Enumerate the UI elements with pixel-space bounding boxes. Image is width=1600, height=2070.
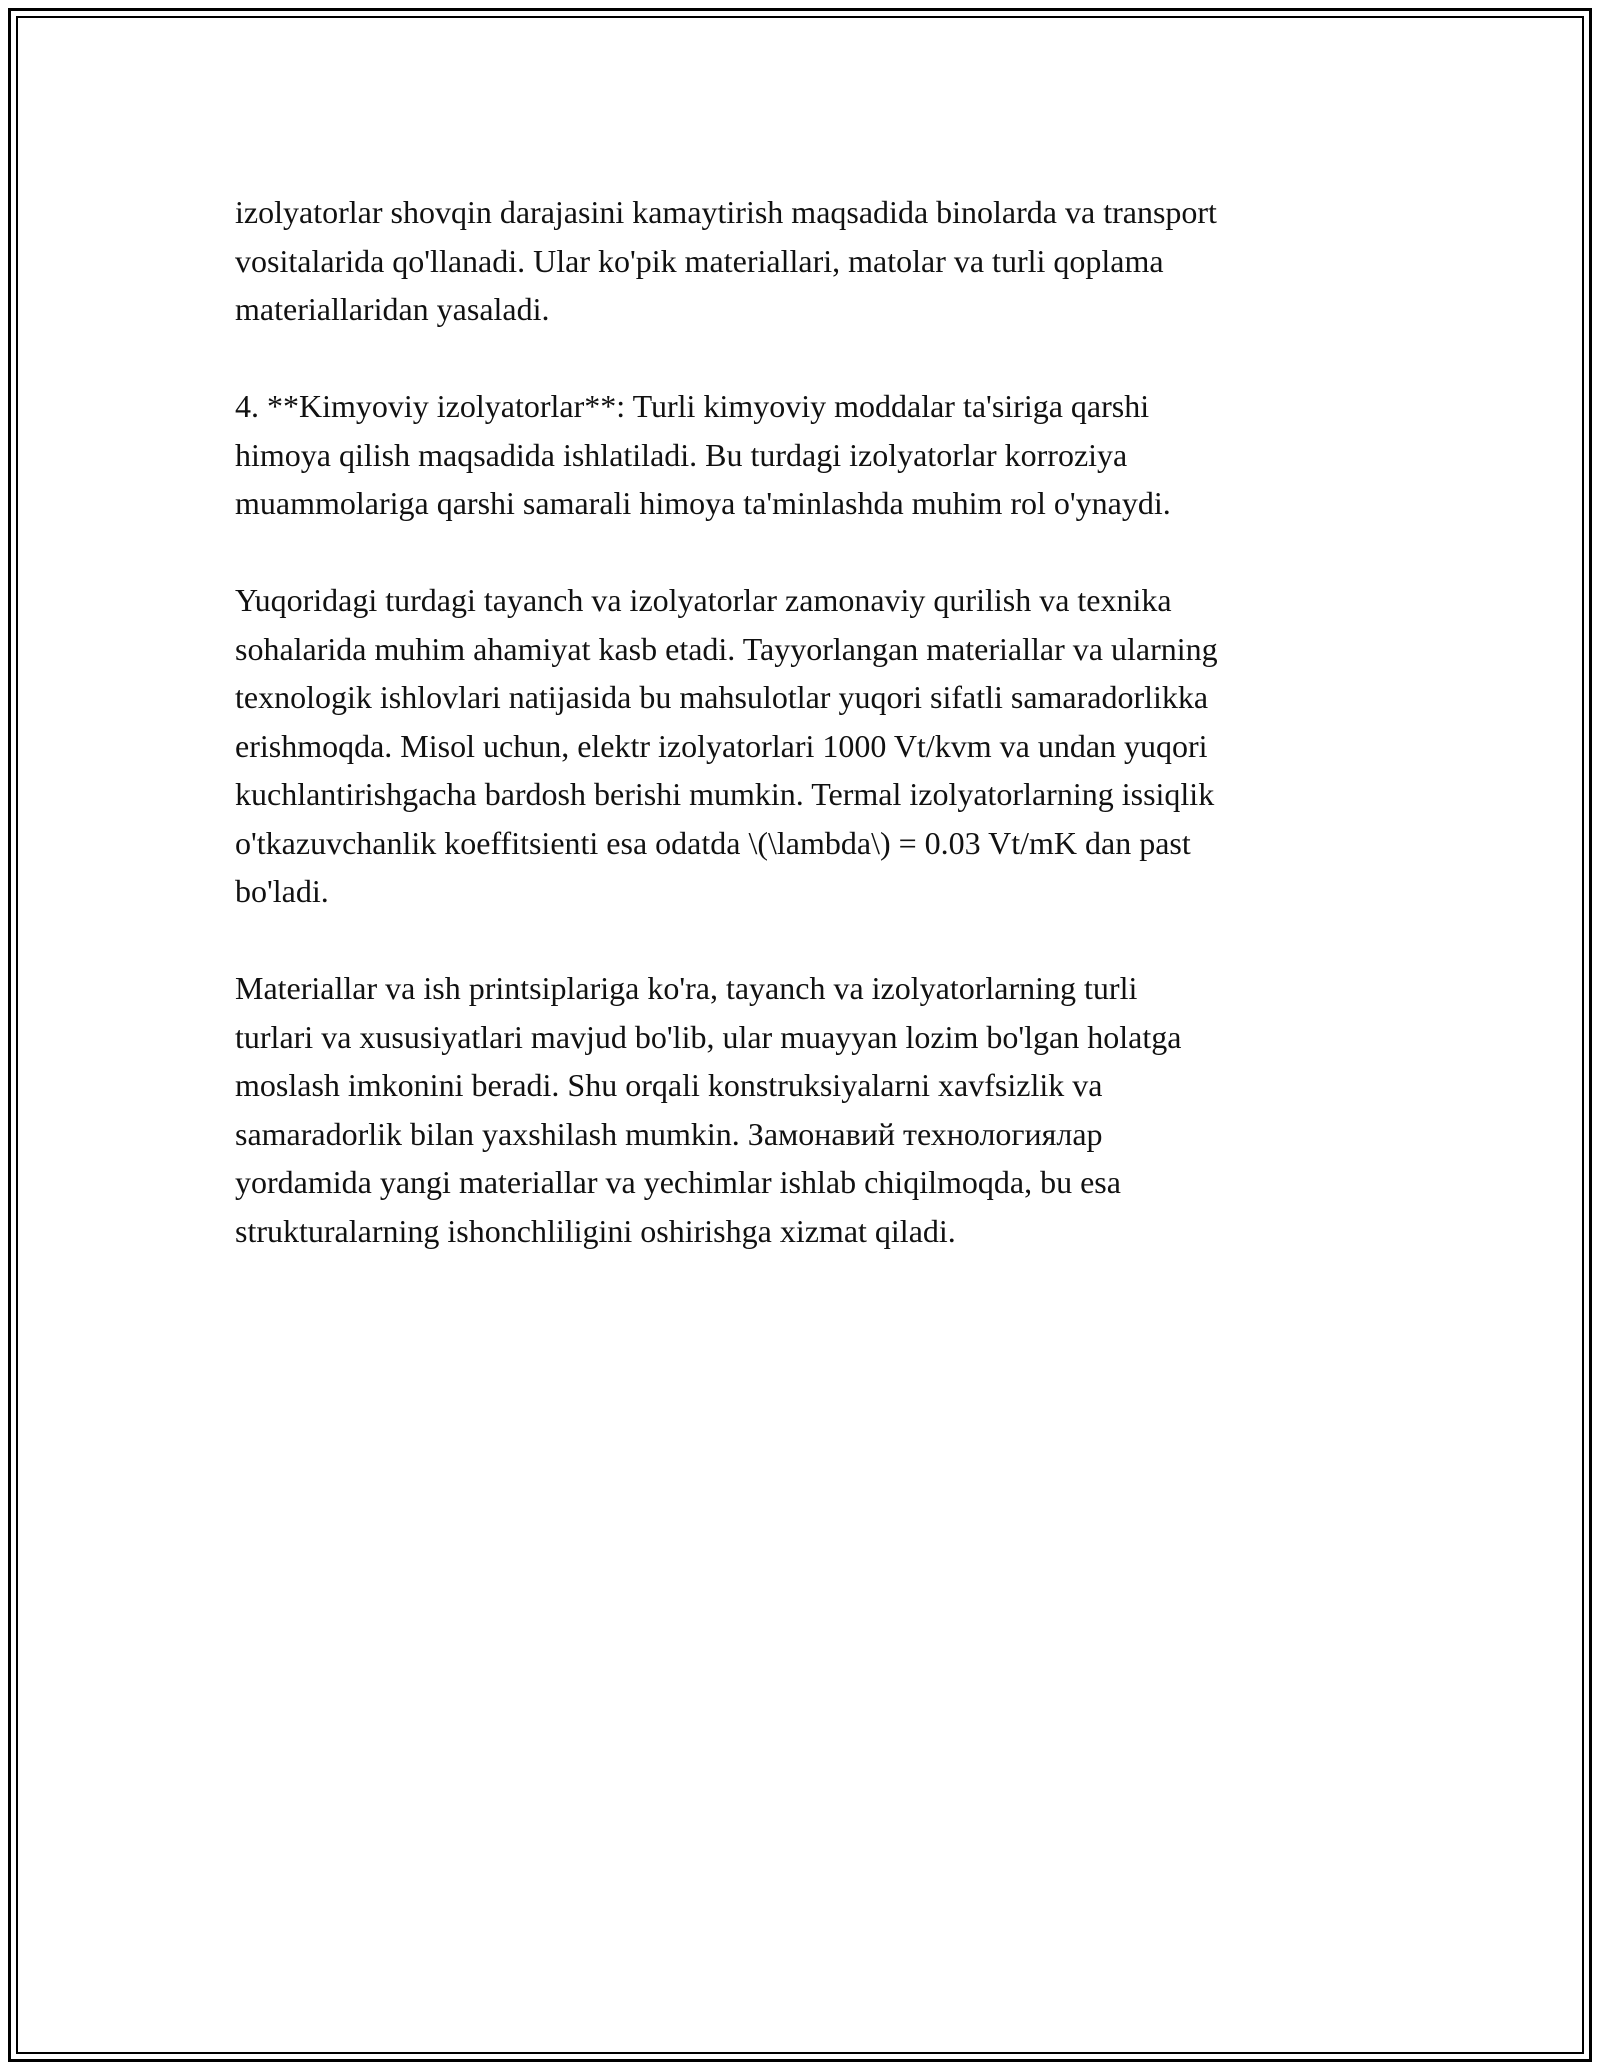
paragraph-sound-insulators: izolyatorlar shovqin darajasini kamaytirish maqsadida binolarda va transport vositalarida qo'llanadi. Ular ko'pik materiallari, matolar va turli qoplama materiallaridan yasaladi.	[235, 194, 1217, 327]
paragraph-modern-applications: Yuqoridagi turdagi tayanch va izolyatorlar zamonaviy qurilish va texnika sohalarida muhim ahamiyat kasb etadi. Tayyorlangan materiallar va ularning texnologik ishlovlari natijasida bu mahsulotlar yuqori sifatli samaradorlikka erishmoqda. Misol uchun, elektr izolyatorlari 1000 Vt/kvm va undan yuqori kuchlantirishgacha bardosh berishi mumkin. Termal izolyatorlarning issiqlik o'tkazuvchanlik koeffitsienti esa odatda \(\lambda\) = 0.03 Vt/mK dan past bo'ladi.	[235, 582, 1218, 909]
paragraph-conclusion: Materiallar va ish printsiplariga ko'ra, tayanch va izolyatorlarning turli turlari va xususiyatlari mavjud bo'lib, ular muayyan lozim bo'lgan holatga moslash imkonini beradi. Shu orqali konstruksiyalarni xavfsizlik va samaradorlik bilan yaxshilash mumkin. Замонавий технологиялар yordamida yangi materiallar va yechimlar ishlab chiqilmoqda, bu esa strukturalarning ishonchliligini oshirishga xizmat qiladi.	[235, 970, 1182, 1249]
paragraph-chemical-insulators: 4. **Kimyoviy izolyatorlar**: Turli kimyoviy moddalar ta'siriga qarshi himoya qilish maqsadida ishlatiladi. Bu turdagi izolyatorlar korroziya muammolariga qarshi samarali himoya ta'minlashda muhim rol o'ynaydi.	[235, 388, 1171, 521]
document-body	[235, 188, 1375, 1304]
